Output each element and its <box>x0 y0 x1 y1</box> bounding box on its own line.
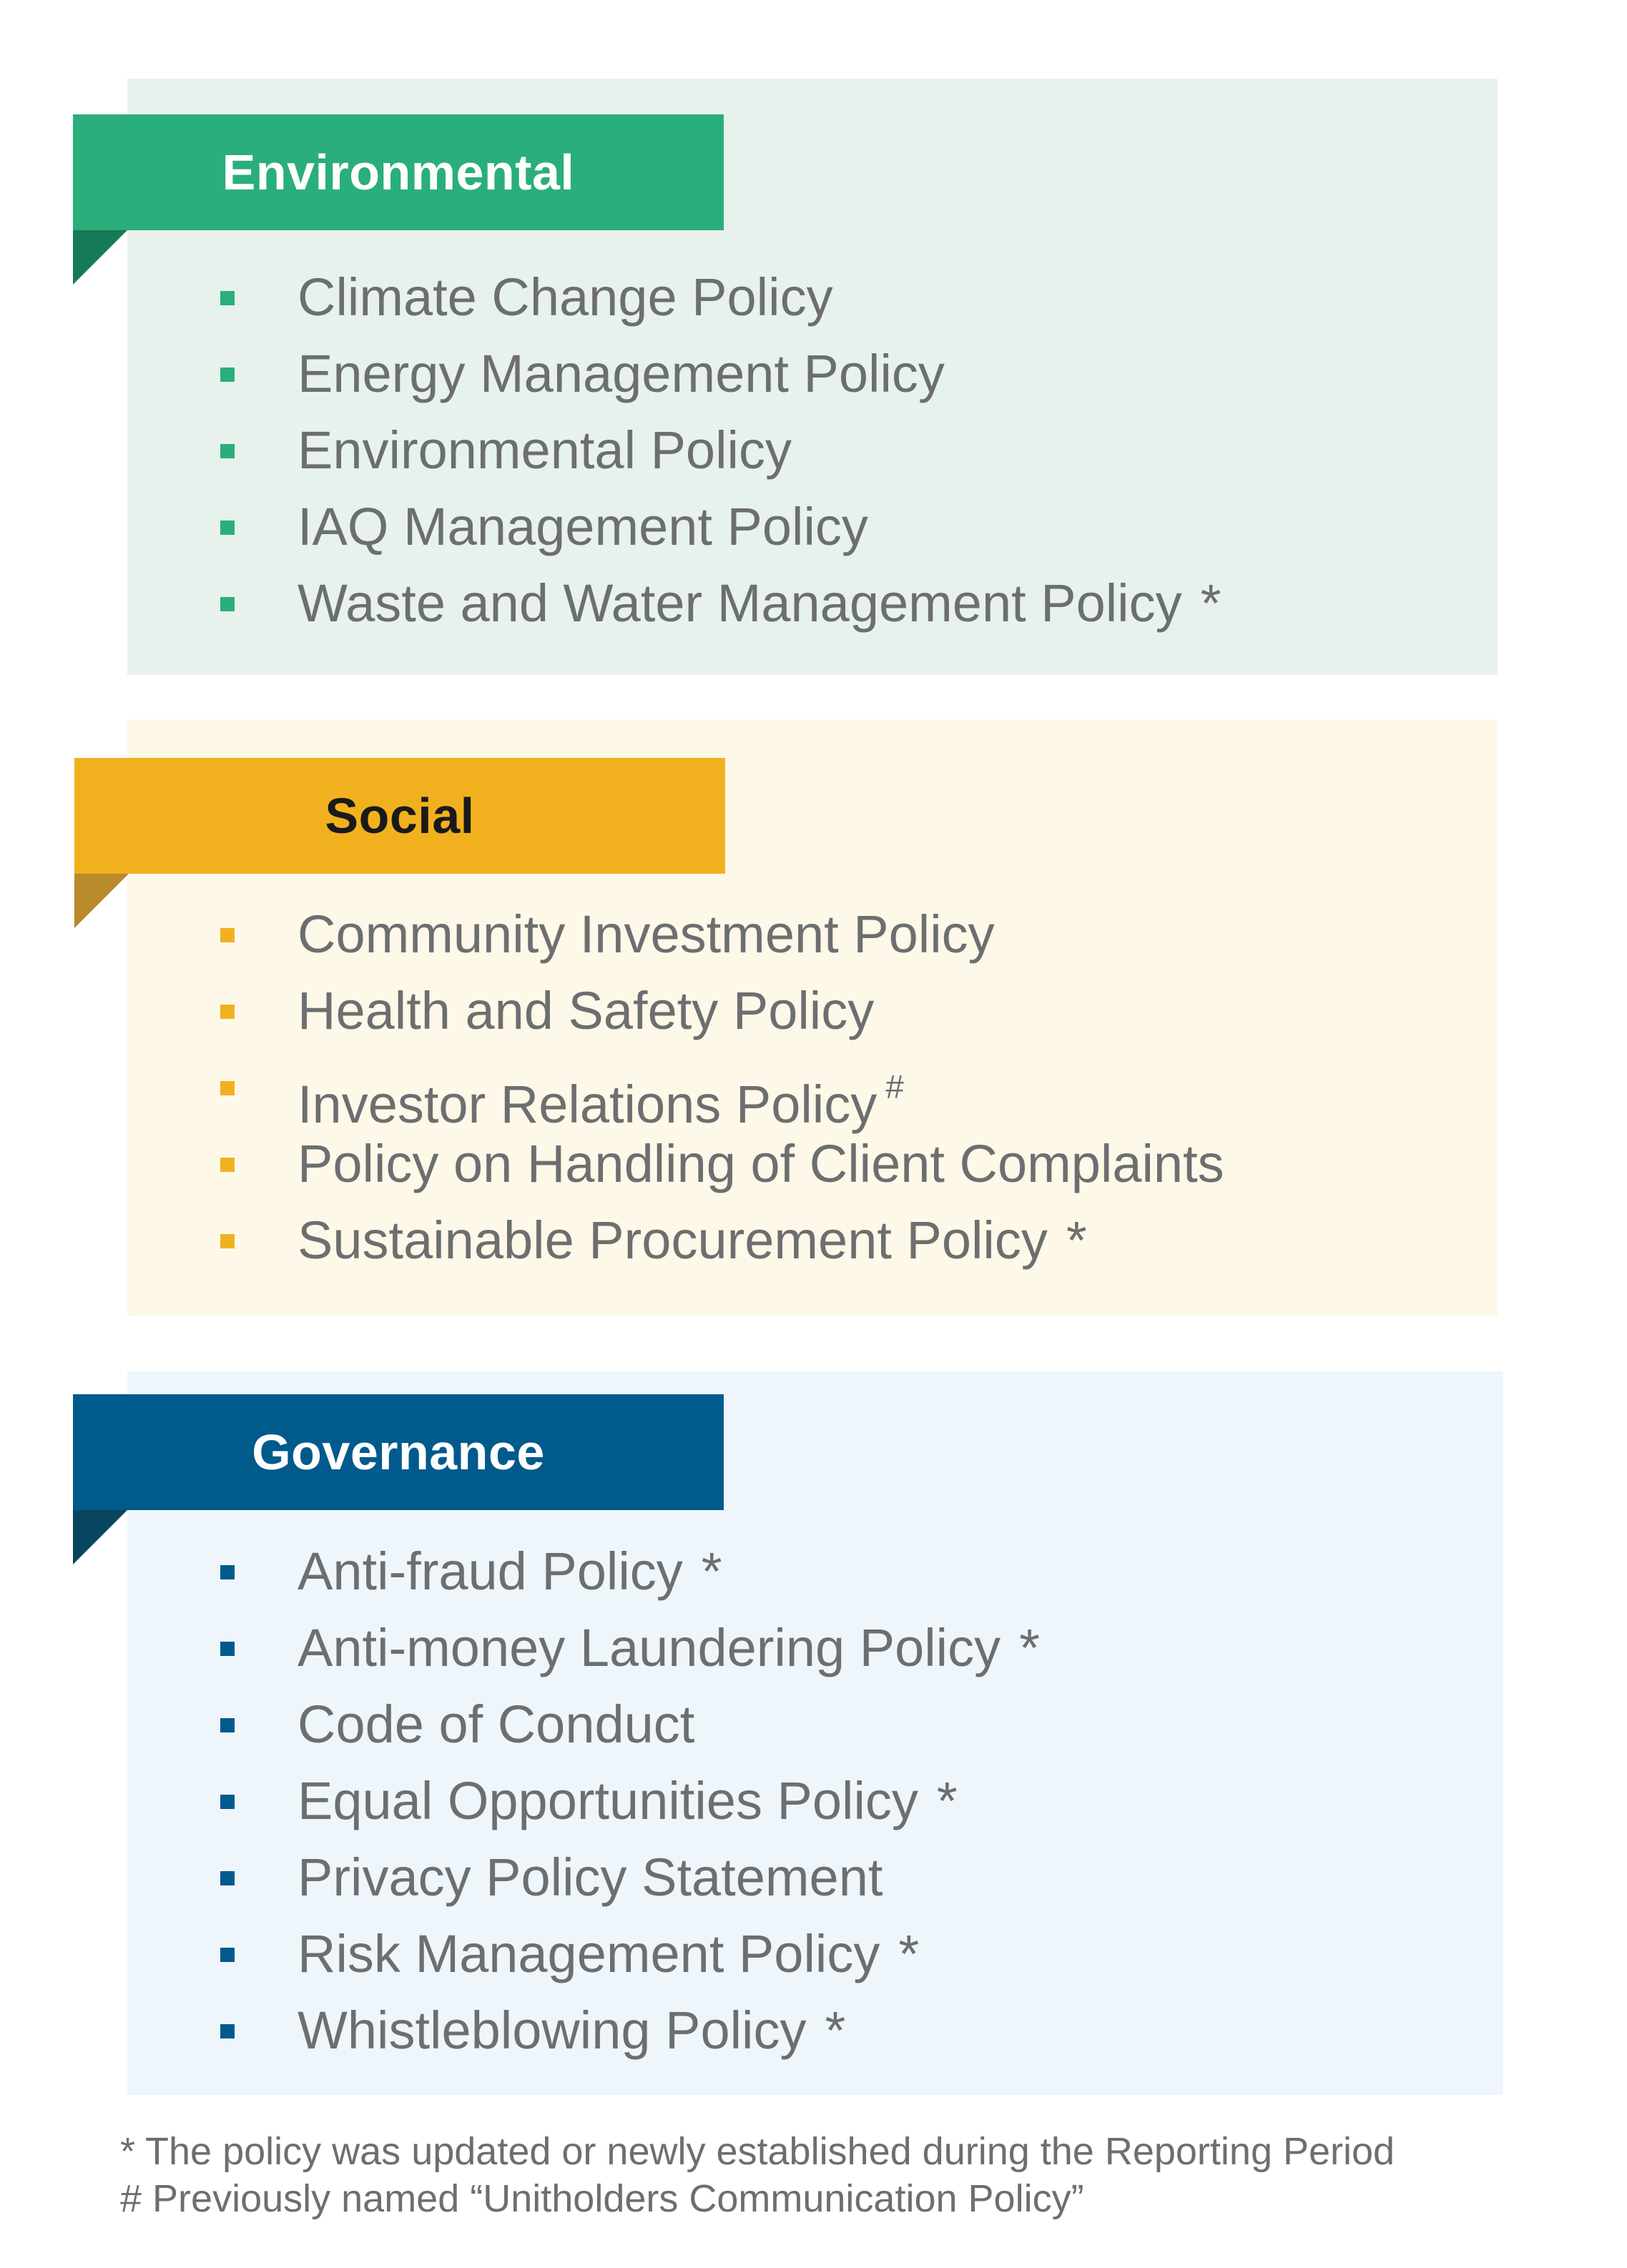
policy-label: Policy on Handling of Client Complaints <box>298 1134 1224 1193</box>
social-title: Social <box>74 758 725 874</box>
policy-label: Sustainable Procurement Policy <box>298 1211 1048 1270</box>
footnote-asterisk: * The policy was updated or newly established during the Reporting Period <box>120 2130 1395 2173</box>
asterisk-footnote-mark: * <box>701 1542 722 1601</box>
asterisk-footnote-mark: * <box>1019 1618 1040 1677</box>
policy-label: Anti-money Laundering Policy <box>298 1618 1001 1677</box>
square-bullet-icon <box>220 1795 235 1809</box>
square-bullet-icon <box>220 1081 235 1095</box>
policy-item <box>298 1992 1040 2069</box>
policy-item <box>298 335 1221 412</box>
square-bullet-icon <box>220 1565 235 1579</box>
governance-policy-list <box>298 1533 1040 2069</box>
square-bullet-icon <box>220 1948 235 1962</box>
policy-item <box>298 896 1224 972</box>
square-bullet-icon <box>220 928 235 942</box>
policy-item <box>298 488 1221 565</box>
square-bullet-icon <box>220 2024 235 2038</box>
square-bullet-icon <box>220 1234 235 1248</box>
footnote-hash: # Previously named “Unitholders Communication Policy” <box>120 2177 1084 2220</box>
policy-item <box>298 1125 1224 1202</box>
square-bullet-icon <box>220 521 235 535</box>
policy-item <box>298 1762 1040 1839</box>
policy-label: Energy Management Policy <box>298 344 945 403</box>
square-bullet-icon <box>220 444 235 458</box>
policy-label: Whistleblowing Policy <box>298 2001 807 2060</box>
square-bullet-icon <box>220 1158 235 1172</box>
policy-label: Privacy Policy Statement <box>298 1848 883 1907</box>
policy-item <box>298 1839 1040 1916</box>
policy-label: Environmental Policy <box>298 420 792 480</box>
governance-title: Governance <box>73 1394 724 1510</box>
policy-label: Waste and Water Management Policy <box>298 573 1182 633</box>
policy-item <box>298 1609 1040 1686</box>
environmental-policy-list <box>298 259 1221 641</box>
policy-item <box>298 412 1221 488</box>
policy-item <box>298 1916 1040 1992</box>
policy-label: Climate Change Policy <box>298 267 833 327</box>
policy-item <box>298 565 1221 641</box>
asterisk-footnote-mark: * <box>936 1771 958 1830</box>
hash-footnote-mark: # <box>885 1068 904 1105</box>
social-ribbon-fold <box>74 874 129 928</box>
policy-label: Investor Relations Policy <box>298 1075 878 1134</box>
square-bullet-icon <box>220 1005 235 1019</box>
policy-label: Equal Opportunities Policy <box>298 1771 918 1830</box>
environmental-title: Environmental <box>73 114 724 230</box>
square-bullet-icon <box>220 291 235 305</box>
policy-label: Health and Safety Policy <box>298 981 875 1040</box>
square-bullet-icon <box>220 1871 235 1885</box>
asterisk-footnote-mark: * <box>825 2001 846 2060</box>
policy-item <box>298 259 1221 335</box>
policy-item <box>298 972 1224 1049</box>
policy-label: Anti-fraud Policy <box>298 1542 683 1601</box>
asterisk-footnote-mark: * <box>1066 1211 1087 1270</box>
policy-label: Community Investment Policy <box>298 904 995 964</box>
square-bullet-icon <box>220 597 235 611</box>
policy-label: Code of Conduct <box>298 1695 695 1754</box>
asterisk-footnote-mark: * <box>898 1924 920 1983</box>
environmental-ribbon-fold <box>73 230 127 285</box>
policy-label: Risk Management Policy <box>298 1924 880 1983</box>
square-bullet-icon <box>220 1642 235 1656</box>
social-policy-list <box>298 896 1224 1278</box>
policy-item <box>298 1533 1040 1609</box>
governance-ribbon-fold <box>73 1510 127 1564</box>
policy-item <box>298 1202 1224 1278</box>
square-bullet-icon <box>220 368 235 382</box>
square-bullet-icon <box>220 1718 235 1732</box>
policy-label: IAQ Management Policy <box>298 497 868 556</box>
policy-item <box>298 1049 1224 1134</box>
policy-item <box>298 1686 1040 1762</box>
asterisk-footnote-mark: * <box>1200 573 1222 633</box>
